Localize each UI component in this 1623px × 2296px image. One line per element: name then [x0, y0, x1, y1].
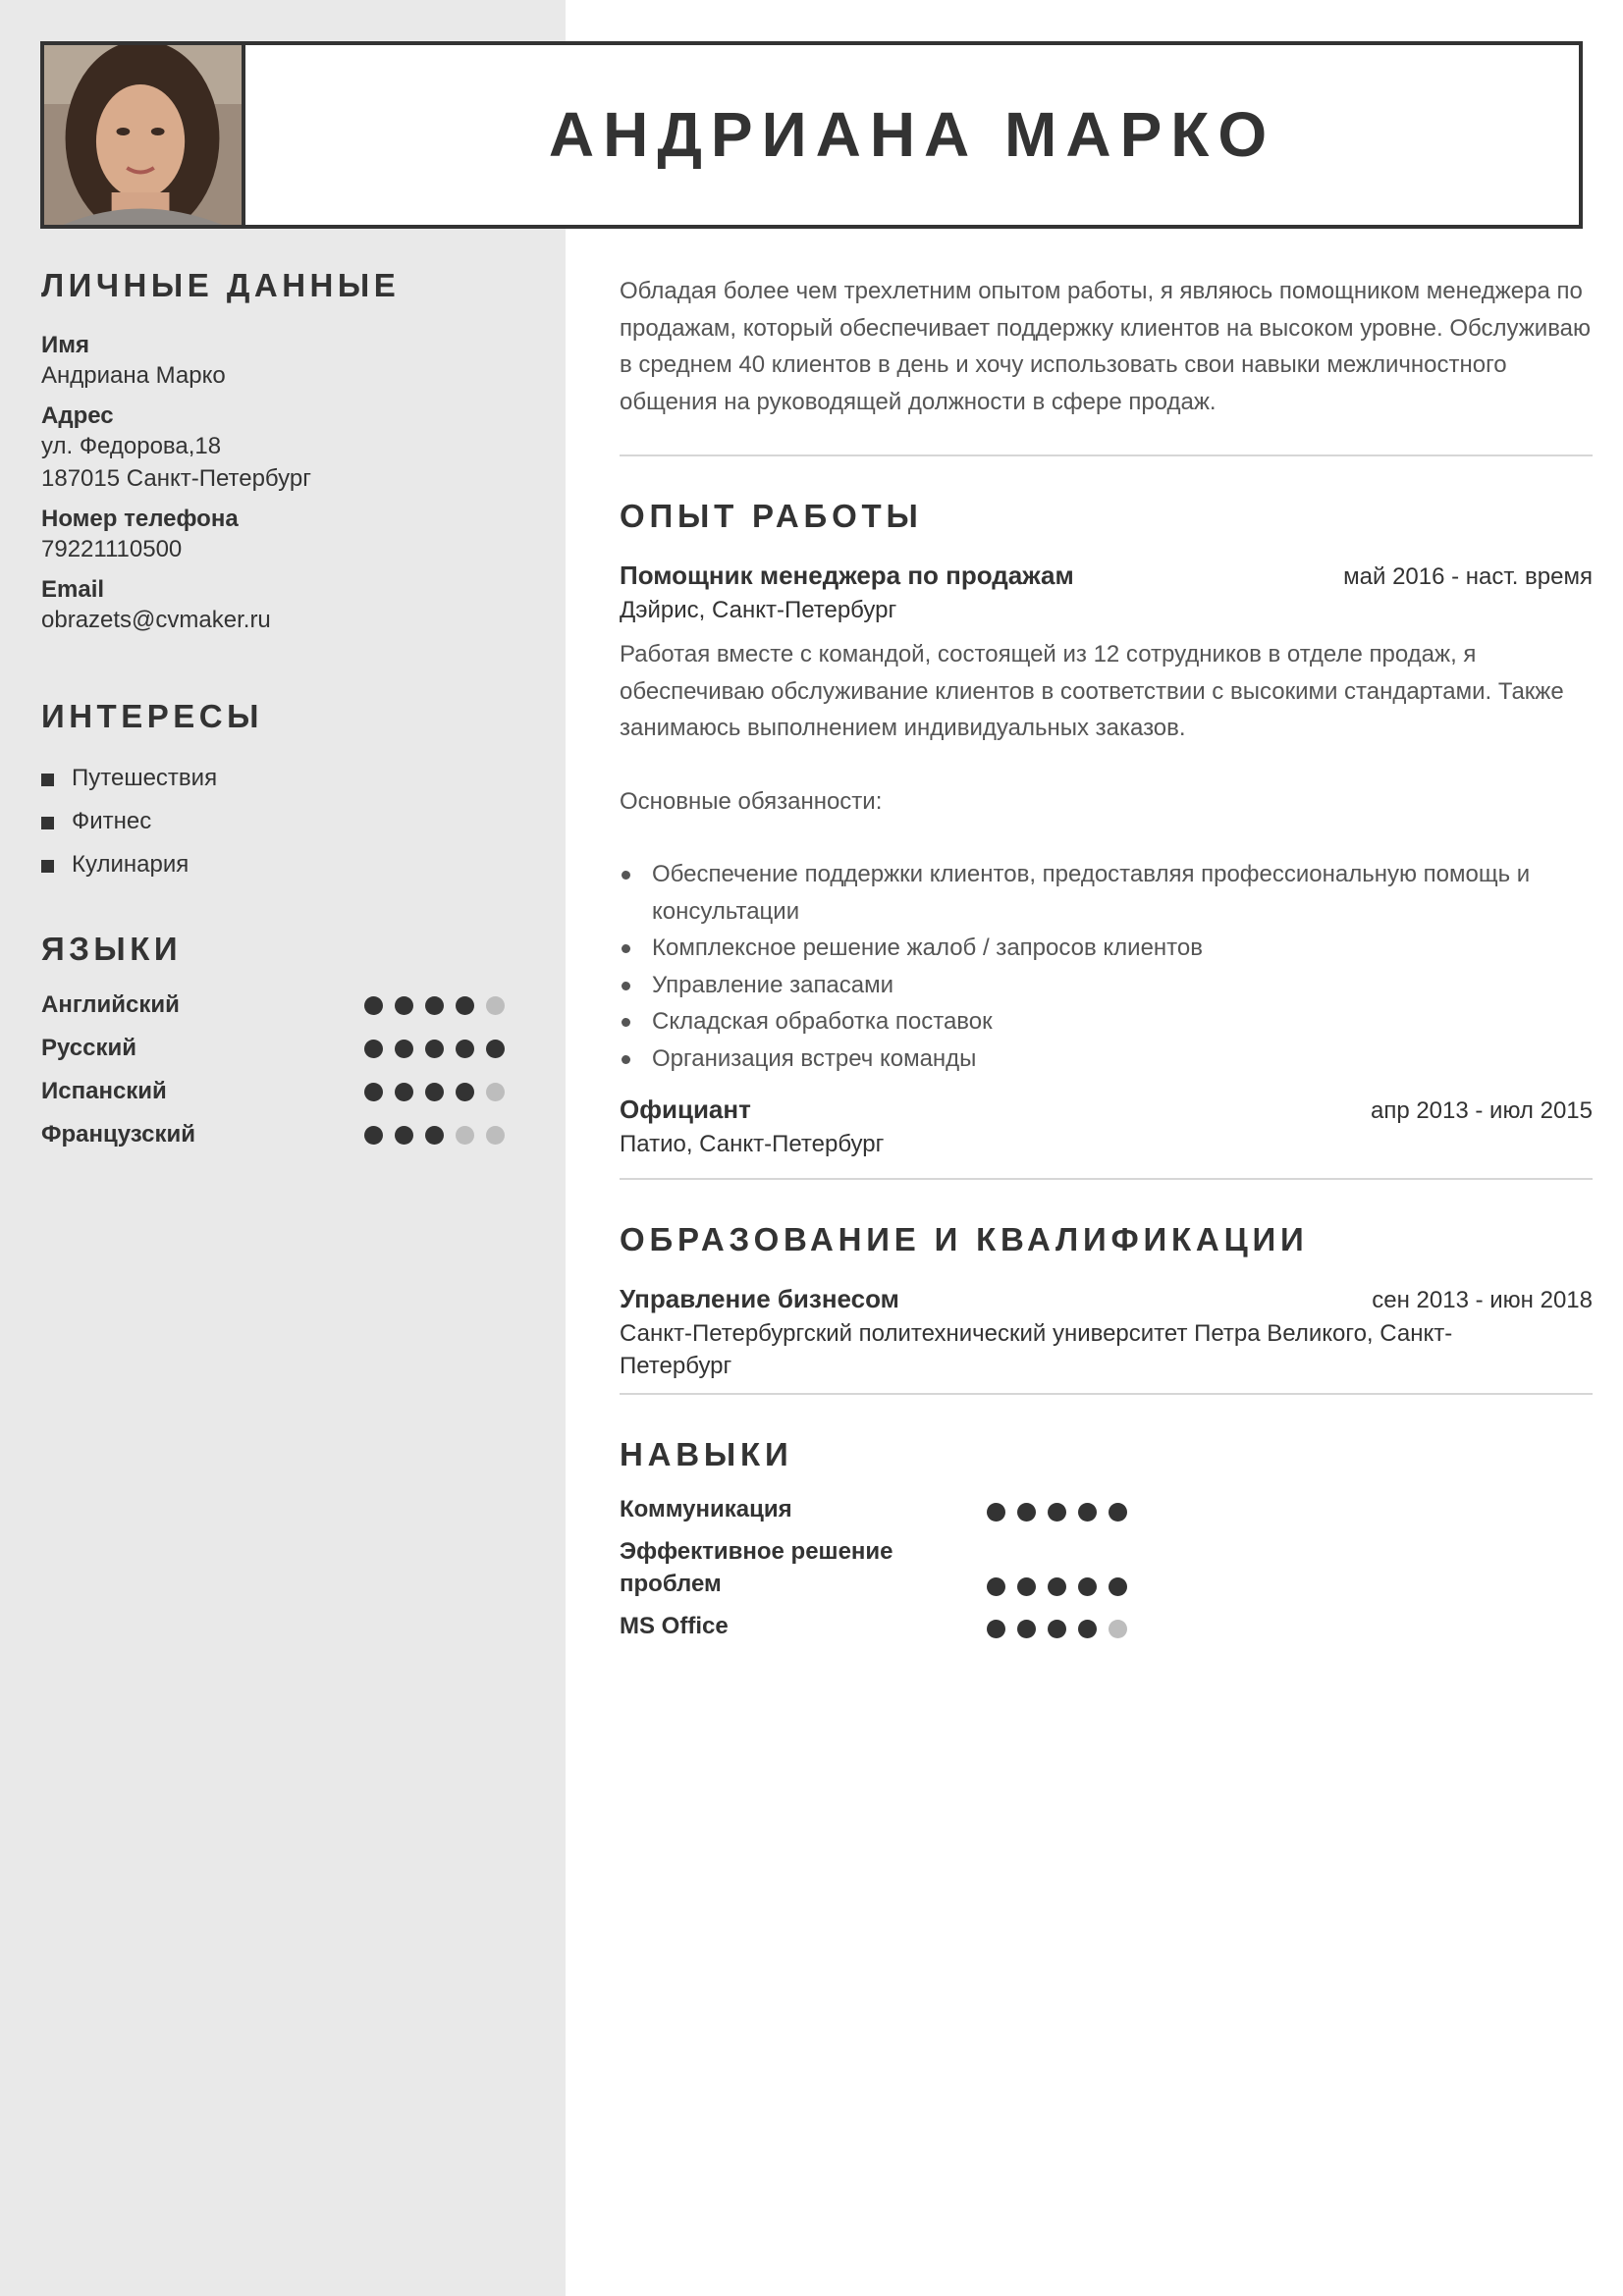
divider — [620, 1178, 1593, 1180]
section-title: ИНТЕРЕСЫ — [41, 698, 263, 734]
rating-dot-filled — [987, 1503, 1005, 1522]
job-dates: апр 2013 - июл 2015 — [1370, 1097, 1593, 1124]
square-bullet-icon — [41, 860, 54, 873]
rating-dot-filled — [1048, 1503, 1066, 1522]
job-dates: май 2016 - наст. время — [1343, 563, 1593, 590]
profile-photo — [44, 45, 245, 225]
section-title: ОБРАЗОВАНИЕ И КВАЛИФИКАЦИИ — [620, 1221, 1309, 1257]
summary — [620, 273, 1593, 420]
education-section — [620, 1221, 1593, 1382]
email-link[interactable]: obrazets@cvmaker.ru — [41, 607, 271, 633]
skill-row — [620, 1535, 1593, 1600]
list-item: Складская обработка поставок — [620, 1003, 1593, 1041]
skill-row — [620, 1610, 1593, 1642]
section-title: ЯЗЫКИ — [41, 931, 183, 967]
rating-dot-filled — [1048, 1620, 1066, 1638]
rating-dot-filled — [1078, 1577, 1097, 1596]
square-bullet-icon — [41, 817, 54, 829]
languages-section — [41, 931, 522, 1156]
job-company: Дэйрис, Санкт-Петербург — [620, 597, 897, 623]
rating-dot-filled — [486, 1040, 505, 1058]
education-dates: сен 2013 - июн 2018 — [1372, 1287, 1593, 1313]
skill-level-rating — [987, 1577, 1139, 1596]
field-label-name: Имя — [41, 332, 90, 358]
rating-dot-filled — [425, 1040, 444, 1058]
personal-data-section — [41, 267, 522, 636]
job-description: Работая вместе с командой, состоящей из 12 сотрудников в отделе продаж, я обеспечиваю обслуживание клиентов в соответствии с высокими стандартами. Также занимаюсь выполнением индивидуальных заказов. — [620, 641, 1564, 741]
rating-dot-filled — [1109, 1503, 1127, 1522]
rating-dot-filled — [425, 1126, 444, 1145]
language-name: Русский — [41, 1035, 136, 1061]
rating-dot-filled — [987, 1620, 1005, 1638]
rating-dot-empty — [486, 1126, 505, 1145]
rating-dot-filled — [456, 1083, 474, 1101]
language-level-rating — [364, 1083, 516, 1101]
education-header — [620, 1284, 1593, 1317]
candidate-name: АНДРИАНА МАРКО — [548, 99, 1276, 170]
skill-name: Коммуникация — [620, 1496, 792, 1522]
language-level-rating — [364, 1126, 516, 1145]
rating-dot-filled — [1017, 1620, 1036, 1638]
interest-item: Фитнес — [41, 800, 522, 843]
rating-dot-filled — [364, 996, 383, 1015]
experience-section — [620, 498, 1593, 1160]
field-label-phone: Номер телефона — [41, 506, 239, 532]
rating-dot-filled — [425, 1083, 444, 1101]
rating-dot-filled — [456, 996, 474, 1015]
list-item: Комплексное решение жалоб / запросов клиентов — [620, 930, 1593, 967]
rating-dot-empty — [486, 1083, 505, 1101]
job-header — [620, 561, 1593, 594]
section-title: ОПЫТ РАБОТЫ — [620, 498, 923, 534]
language-row — [41, 1070, 522, 1113]
rating-dot-filled — [987, 1577, 1005, 1596]
field-value-name: Андриана Марко — [41, 362, 226, 389]
education-degree: Управление бизнесом — [620, 1284, 899, 1313]
rating-dot-filled — [1017, 1577, 1036, 1596]
language-row — [41, 984, 522, 1027]
rating-dot-filled — [1017, 1503, 1036, 1522]
summary-text: Обладая более чем трехлетним опытом работы, я являюсь помощником менеджера по продажам, который обеспечивает поддержку клиентов на высоком уровне. Обслуживаю в среднем 40 клиентов в день и хочу использовать свои навыки межличностного общения на руководящей должности в сфере продаж. — [620, 278, 1592, 415]
header — [40, 41, 1583, 229]
interest-item: Путешествия — [41, 757, 522, 800]
language-name: Испанский — [41, 1078, 167, 1104]
divider — [620, 1393, 1593, 1395]
interests-section — [41, 698, 522, 886]
job-company: Патио, Санкт-Петербург — [620, 1131, 885, 1157]
duties-label: Основные обязанности: — [620, 787, 883, 815]
rating-dot-filled — [364, 1040, 383, 1058]
language-name: Французский — [41, 1121, 195, 1148]
rating-dot-filled — [364, 1126, 383, 1145]
list-item: Организация встреч команды — [620, 1041, 1593, 1078]
duties-list — [620, 856, 1593, 1077]
rating-dot-empty — [486, 996, 505, 1015]
job-position: Помощник менеджера по продажам — [620, 561, 1074, 590]
rating-dot-filled — [425, 996, 444, 1015]
job-header — [620, 1095, 1593, 1128]
education-school: Санкт-Петербургский политехнический университет Петра Великого, Санкт-Петербург — [620, 1320, 1453, 1379]
field-value-address-line1: ул. Федорова,18 — [41, 433, 222, 459]
field-value-address-line2: 187015 Санкт-Петербург — [41, 465, 311, 492]
skill-level-rating — [987, 1620, 1139, 1638]
language-name: Английский — [41, 991, 180, 1018]
rating-dot-empty — [1109, 1620, 1127, 1638]
rating-dot-filled — [395, 1126, 413, 1145]
rating-dot-filled — [395, 1040, 413, 1058]
section-title: ЛИЧНЫЕ ДАННЫЕ — [41, 267, 401, 303]
rating-dot-filled — [1078, 1503, 1097, 1522]
rating-dot-filled — [1109, 1577, 1127, 1596]
skill-name: Эффективное решение проблем — [620, 1538, 893, 1597]
language-row — [41, 1113, 522, 1156]
job-position: Официант — [620, 1095, 751, 1124]
interest-item: Кулинария — [41, 843, 522, 886]
rating-dot-empty — [456, 1126, 474, 1145]
list-item: Обеспечение поддержки клиентов, предоставляя профессиональную помощь и консультации — [620, 856, 1593, 930]
skills-section — [620, 1436, 1593, 1652]
skill-name: MS Office — [620, 1613, 729, 1639]
rating-dot-filled — [395, 1083, 413, 1101]
field-label-address: Адрес — [41, 402, 114, 429]
field-value-phone: 79221110500 — [41, 536, 183, 562]
rating-dot-filled — [364, 1083, 383, 1101]
rating-dot-filled — [1078, 1620, 1097, 1638]
language-level-rating — [364, 996, 516, 1015]
section-title: НАВЫКИ — [620, 1436, 793, 1472]
field-label-email: Email — [41, 576, 105, 603]
rating-dot-filled — [1048, 1577, 1066, 1596]
rating-dot-filled — [395, 996, 413, 1015]
language-row — [41, 1027, 522, 1070]
divider — [620, 454, 1593, 456]
rating-dot-filled — [456, 1040, 474, 1058]
square-bullet-icon — [41, 774, 54, 786]
list-item: Управление запасами — [620, 967, 1593, 1004]
skill-level-rating — [987, 1503, 1139, 1522]
skill-row — [620, 1493, 1593, 1525]
language-level-rating — [364, 1040, 516, 1058]
